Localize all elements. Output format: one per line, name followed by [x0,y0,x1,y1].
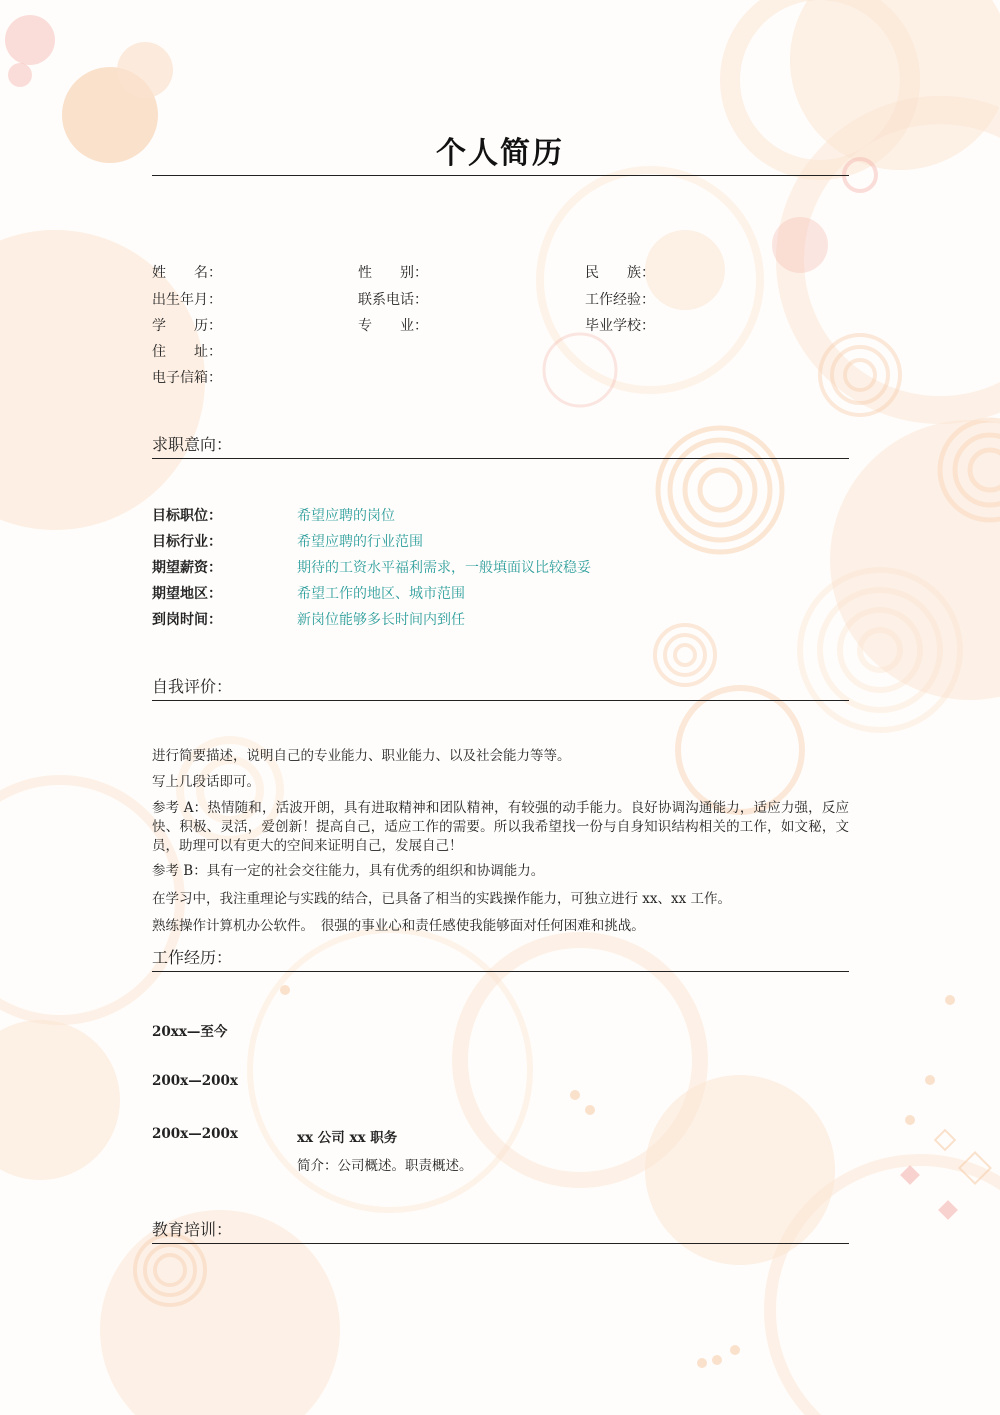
section-divider [152,458,849,459]
self-evaluation-paragraph: 参考 A：热情随和，活波开朗，具有进取精神和团队精神，有较强的动手能力。良好协调沟通能力，适应力强，反应快、积极、灵活，爱创新！提高自己，适应工作的需要。所以我希望找一份与自身知识结构相关的工作，如文秘，文员，助理可以有更大的空间来证明自己，发展自己！ [152,800,849,854]
self-evaluation-paragraph: 进行简要描述，说明自己的专业能力、职业能力、以及社会能力等等。 [152,748,571,764]
job-intention-heading: 求职意向： [152,435,233,454]
expected-salary-label: 期望薪资： [152,560,222,576]
target-industry-value: 希望应聘的行业范围 [297,534,423,550]
work-experience-label: 工作经验： [585,292,655,308]
gender-label: 性 别： [358,265,428,281]
education-level-label: 学 历： [152,318,222,334]
page-title: 个人简历 [436,136,564,171]
education-heading: 教育培训： [152,1220,233,1239]
section-divider [152,971,849,972]
target-position-label: 目标职位： [152,508,222,524]
self-evaluation-paragraph: 熟练操作计算机办公软件。 很强的事业心和责任感使我能够面对任何困难和挑战。 [152,918,645,934]
target-industry-label: 目标行业： [152,534,222,550]
address-label: 住 址： [152,344,222,360]
work-experience-heading: 工作经历： [152,948,233,967]
self-evaluation-heading: 自我评价： [152,677,233,696]
email-label: 电子信箱： [152,370,222,386]
work-company-title: xx 公司 xx 职务 [297,1130,398,1146]
work-period: 200x—200x [152,1126,238,1142]
section-divider [152,700,849,701]
expected-salary-value: 期待的工资水平福利需求，一般填面议比较稳妥 [297,560,591,576]
self-evaluation-paragraph: 在学习中，我注重理论与实践的结合，已具备了相当的实践操作能力，可独立进行 xx、xx 工作。 [152,891,732,907]
title-divider [152,175,849,176]
target-position-value: 希望应聘的岗位 [297,508,395,524]
section-divider [152,1243,849,1244]
start-time-label: 到岗时间： [152,612,222,628]
major-label: 专 业： [358,318,428,334]
work-period: 200x—200x [152,1073,238,1089]
work-period: 20xx—至今 [152,1024,228,1040]
work-description: 简介：公司概述。职责概述。 [297,1158,473,1174]
self-evaluation-paragraph: 参考 B：具有一定的社会交往能力，具有优秀的组织和协调能力。 [152,863,545,879]
name-label: 姓 名： [152,265,222,281]
start-time-value: 新岗位能够多长时间内到任 [297,612,465,628]
phone-label: 联系电话： [358,292,428,308]
expected-region-value: 希望工作的地区、城市范围 [297,586,465,602]
expected-region-label: 期望地区： [152,586,222,602]
self-evaluation-paragraph: 写上几段话即可。 [152,774,260,790]
school-label: 毕业学校： [585,318,655,334]
birthdate-label: 出生年月： [152,292,222,308]
ethnicity-label: 民 族： [585,265,655,281]
